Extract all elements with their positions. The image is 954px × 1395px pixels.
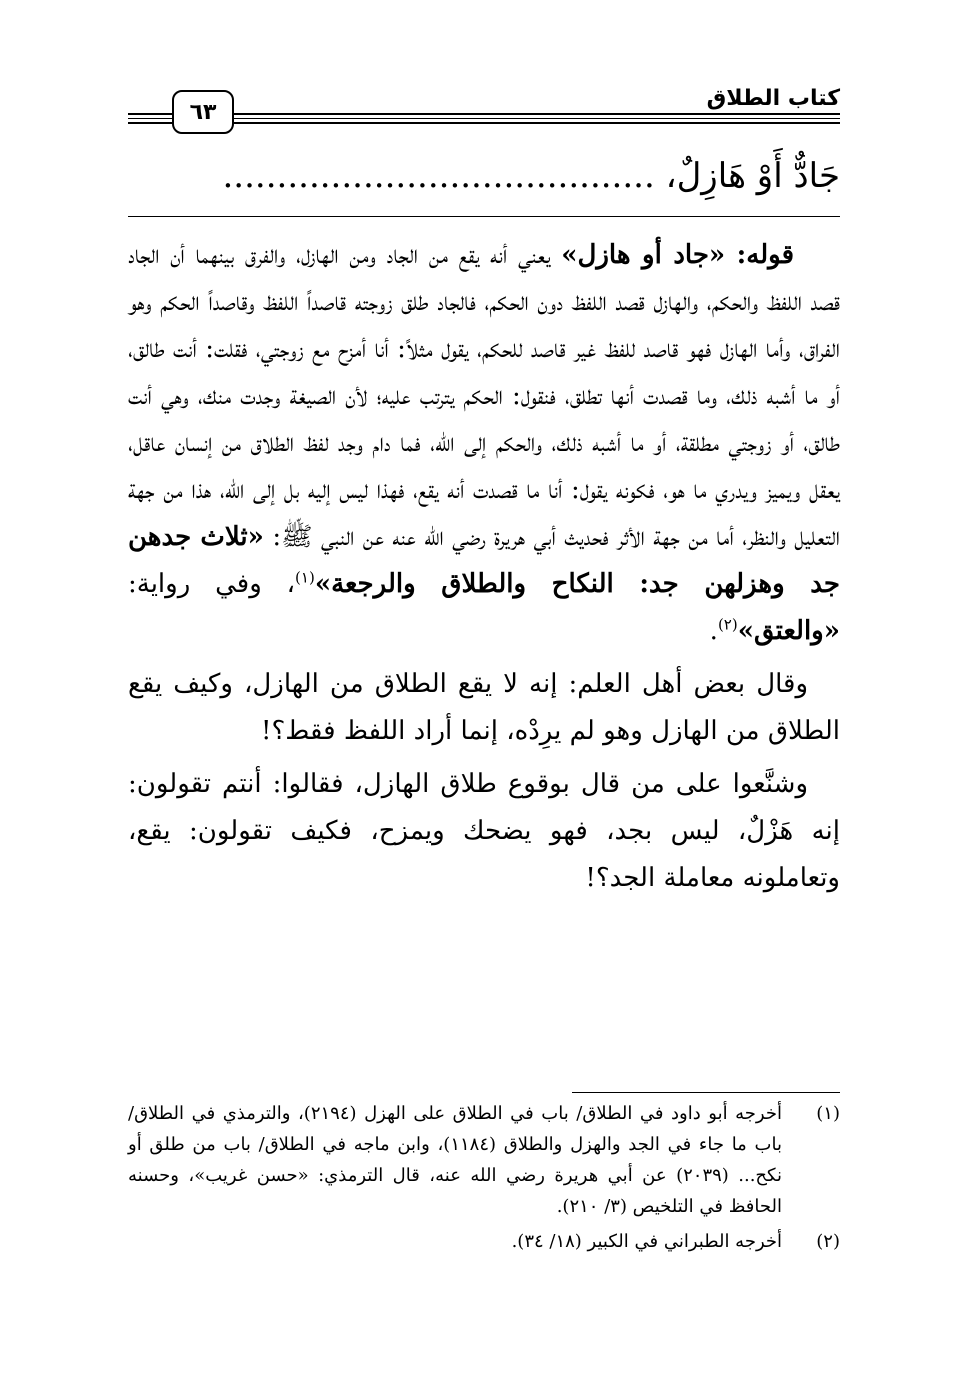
page-number: ٦٣	[172, 90, 234, 134]
header-rule	[128, 113, 172, 115]
commentary-text: يعني أنه يقع من الجاد ومن الهازل، والفرق بينهما أن الجاد قصد اللفظ والحكم، والهازل قصد اللفظ دون الحكم، فالجاد طلق زوجته قاصداً اللفظ وقاصداً الحكم وهو الفراق، وأما الهازل فهو قاصد للفظ غير قاصد للحكم، يقول مثلاً: أنا أمزح مع زوجتي، فقلت: أنت طالق، أو ما أشبه ذلك، وما قصدت أنها تطلق، فنقول: الحكم يترتب عليه؛ لأن الصيغة وجدت منك، وهي أنت طالق، أو زوجتي مطلقة، أو ما أشبه ذلك، والحكم إلى الله، فما دام وجد لفظ الطلاق من إنسان عاقل، يعقل ويميز ويدري ما هو، فكونه يقول: أنا ما قصدت أنه يقع، فهذا ليس إليه بل إلى الله، هذا من جهة التعليل والنظر، أما من جهة الأثر فحديث أبي هريرة رضي الله عنه عن النبي ﷺ:	[128, 240, 840, 552]
header-rule	[234, 113, 840, 115]
header-rule	[234, 118, 840, 119]
commentary-paragraph: وقال بعض أهل العلم: إنه لا يقع الطلاق من الهازل، وكيف يقع الطلاق من الهازل وهو لم يرِدْه، إنما أراد اللفظ فقط؟!	[128, 669, 840, 746]
commentary-text: .	[709, 616, 718, 646]
book-title: كتاب الطلاق	[699, 85, 840, 113]
commentary-body	[128, 232, 840, 908]
commentary-paragraph: وشنَّعوا على من قال بوقوع طلاق الهازل، فقالوا: أنتم تقولون: إنه هَزْلٌ، ليس بجد، فهو يضحك ويمزح، فكيف تقولون: يقع، وتعاملونه معاملة الجد؟!	[128, 769, 841, 893]
riwaya-quote: «والعتق»	[737, 616, 840, 646]
page-header	[128, 85, 840, 135]
footnote	[128, 1098, 840, 1222]
header-rule	[128, 122, 172, 124]
matn-text: جَادٌّ أَوْ هَازِلٌ،	[665, 156, 840, 196]
footnote-number: (١)	[816, 1103, 840, 1124]
commentary-text: ، وفي رواية:	[128, 569, 296, 599]
hadith-quote: «ثلاث جدهن جد وهزلهن جد: النكاح والطلاق والرجعة»	[128, 522, 840, 599]
footnote-text: أخرجه الطبراني في الكبير (١٨/ ٣٤).	[511, 1231, 782, 1252]
footnote	[128, 1226, 840, 1257]
footnote-divider	[572, 1092, 840, 1093]
footnote-ref: (٢)	[717, 615, 738, 634]
commentary-lead: قوله: «جاد أو هازل»	[561, 240, 795, 270]
footnotes	[128, 1098, 840, 1261]
footnote-ref: (١)	[295, 568, 315, 587]
matn-divider	[128, 216, 840, 217]
header-rule	[234, 122, 840, 124]
commentary-paragraph	[128, 232, 840, 655]
header-rule	[128, 118, 172, 119]
matn-line	[128, 148, 840, 204]
matn-dots: ........................................	[222, 156, 655, 196]
footnote-text: أخرجه أبو داود في الطلاق/ باب في الطلاق على الهزل (٢١٩٤)، والترمذي في الطلاق/ باب ما جاء في الجد والهزل والطلاق (١١٨٤)، وابن ماجه في الطلاق/ باب من طلق أو نكح... (٢٠٣٩) عن أبي هريرة رضي الله عنه، قال الترمذي: «حسن غريب»، وحسنه الحافظ في التلخيص (٣/ ٢١٠).	[128, 1103, 783, 1217]
footnote-number: (٢)	[816, 1231, 840, 1252]
